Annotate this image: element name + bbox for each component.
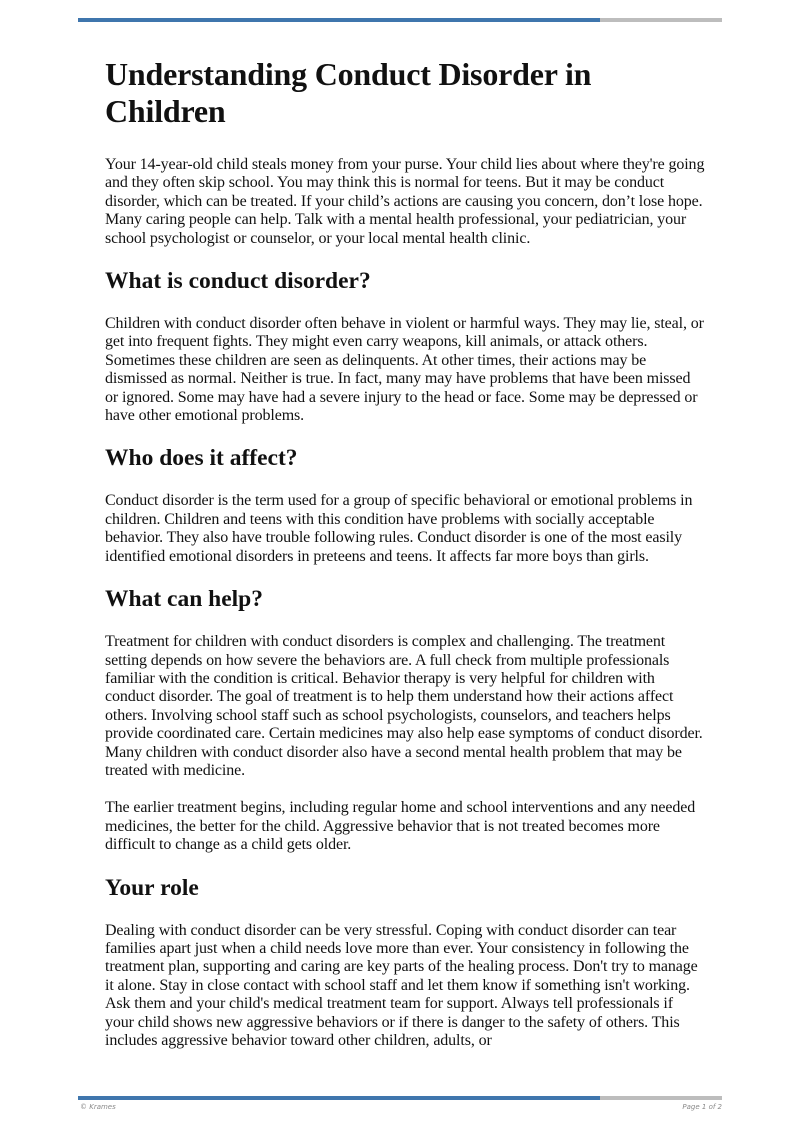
section-heading: Who does it affect? bbox=[105, 445, 298, 472]
section-paragraph: Children with conduct disorder often behave in violent or harmful ways. They may lie, steal, or get into frequent fights. They might even carry weapons, kill animals, or attack others. Sometimes these children are seen as delinquents. At other times, their actions may be dismissed as normal. Neither is true. In fact, many may have problems that have been missed or ignored. Some may have had a severe injury to the head or face. Some may be depressed or have other emotional problems. bbox=[105, 315, 704, 425]
section-who-affects bbox=[105, 444, 705, 566]
section-what-helps bbox=[105, 585, 705, 854]
section-your-role bbox=[105, 874, 705, 1051]
section-paragraph: Treatment for children with conduct disorders is complex and challenging. The treatment setting depends on how severe the behaviors are. A full check from multiple professionals familiar with the condition is critical. Behavior therapy is very helpful for children with conduct disorder. The goal of treatment is to help them understand how their actions affect others. Involving school staff such as school psychologists, counselors, and teachers helps provide coordinated care. Certain medicines may also help ease symptoms of conduct disorder. Many children with conduct disorder also have a second mental health problem that may be treated with medicine. bbox=[105, 633, 703, 779]
section-paragraph: The earlier treatment begins, including regular home and school interventions and any needed medicines, the better for the child. Aggressive behavior that is not treated becomes more difficult to change as a child gets older. bbox=[105, 799, 696, 854]
document-content bbox=[105, 56, 705, 1069]
bottom-progress-bar bbox=[78, 1096, 722, 1100]
top-progress-bar bbox=[78, 18, 722, 22]
section-what-is bbox=[105, 267, 705, 425]
section-heading: What is conduct disorder? bbox=[105, 268, 371, 295]
section-heading: Your role bbox=[105, 874, 199, 901]
intro-paragraph: Your 14-year-old child steals money from your purse. Your child lies about where they're going and they often skip school. You may think this is normal for teens. But it may be conduct disorder, which can be treated. If your child’s actions are causing you concern, don’t lose hope. Many caring people can help. Talk with a mental health professional, your pediatrician, your school psychologist or counselor, or your local mental health clinic. bbox=[105, 156, 705, 247]
top-progress-fill bbox=[78, 18, 600, 22]
bottom-progress-fill bbox=[78, 1096, 600, 1100]
footer-page-indicator: Page 1 of 2 bbox=[682, 1103, 722, 1111]
section-paragraph: Conduct disorder is the term used for a group of specific behavioral or emotional problems in children. Children and teens with this condition have problems with socially acceptable behavior. They also have trouble following rules. Conduct disorder is one of the most easily identified emotional disorders in preteens and teens. It affects far more boys than girls. bbox=[105, 492, 693, 565]
footer-copyright: © Krames bbox=[80, 1103, 116, 1111]
section-heading: What can help? bbox=[105, 586, 263, 613]
section-paragraph: Dealing with conduct disorder can be very stressful. Coping with conduct disorder can tear families apart just when a child needs love more than ever. Your consistency in following the treatment plan, supporting and caring are key parts of the healing process. Don't try to manage it alone. Stay in close contact with school staff and let them know if something isn't working. Ask them and your child's medical treatment team for support. Always tell professionals if your child shows new aggressive behaviors or if there is danger to the safety of others. This includes aggressive behavior toward other children, adults, or bbox=[105, 921, 698, 1049]
page-title: Understanding Conduct Disorder in Children bbox=[105, 56, 592, 129]
